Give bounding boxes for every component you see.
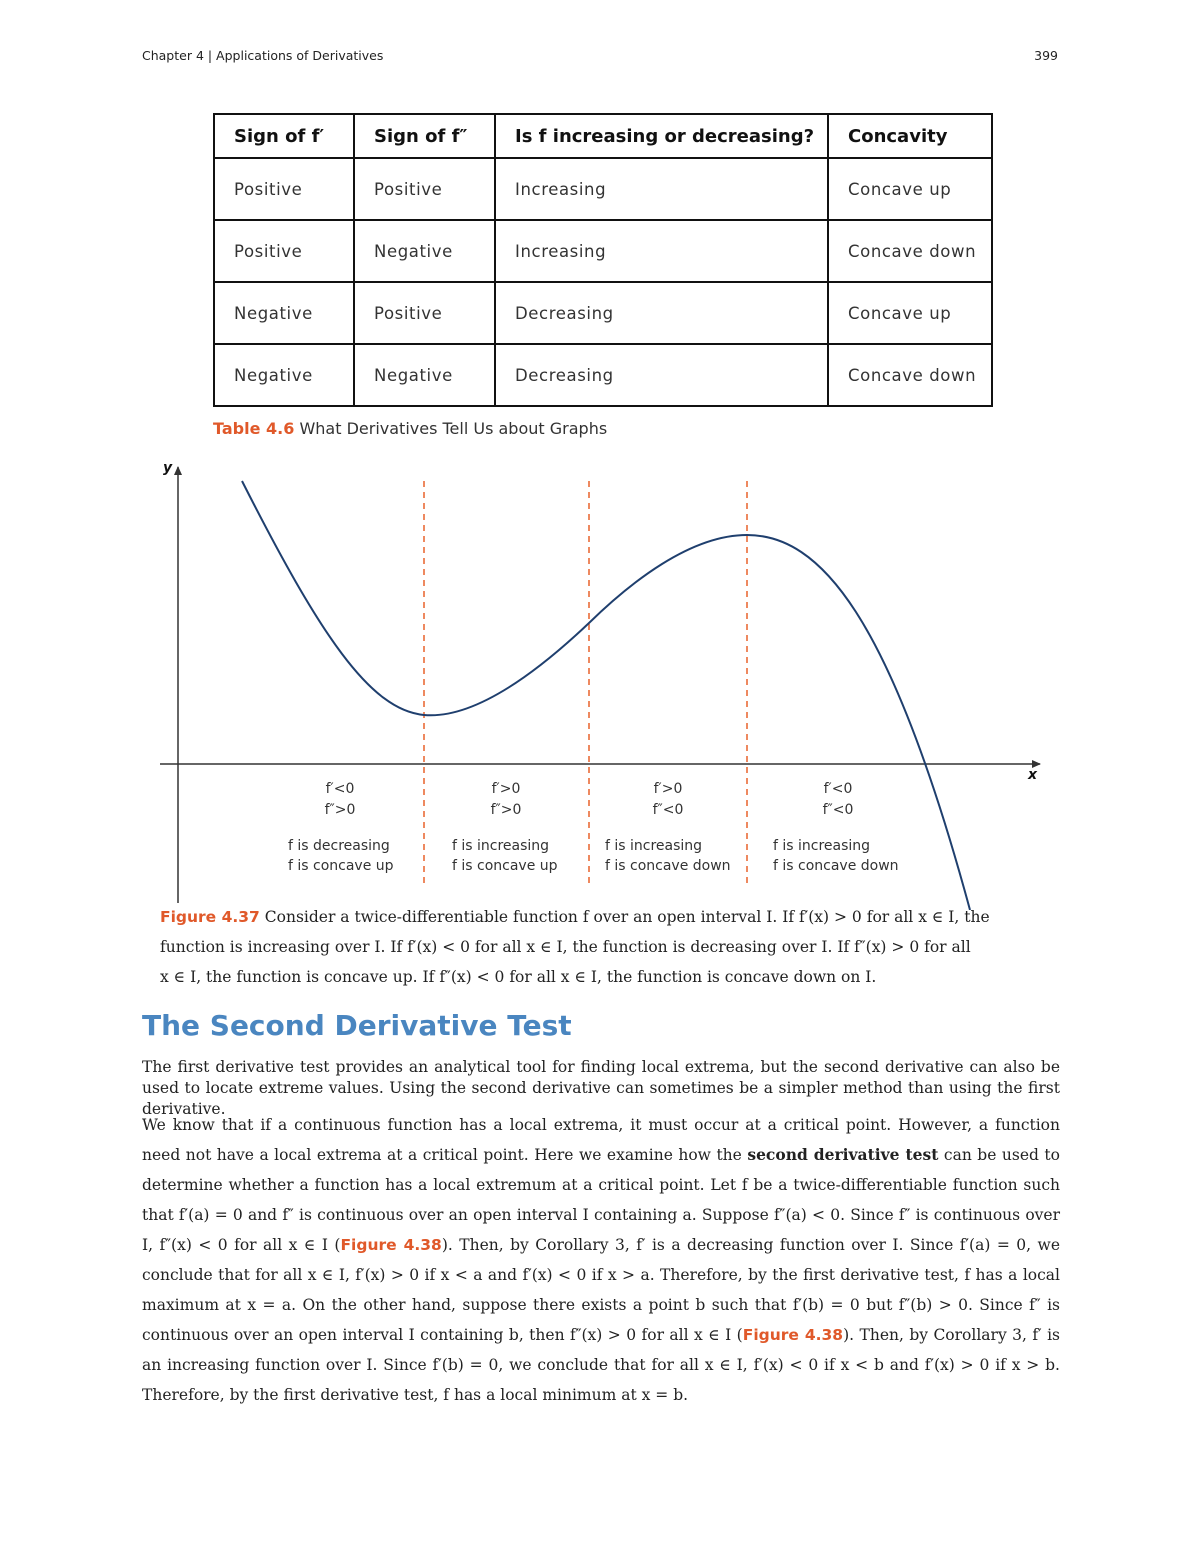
paragraph (142, 1110, 1060, 1410)
figure-caption-line: Consider a twice-differentiable function f over an open interval I. If f′(x) > 0 for all x ∈ I, the (264, 908, 990, 926)
paragraph-text: We know that if a continuous function has a local extrema, it must occur at a critical point. However, a function need not have a local extrema at a critical point. Here we examine how the (142, 1116, 1060, 1164)
section-title: The Second Derivative Test (142, 1009, 572, 1042)
region-fp-label: f′>0 (653, 781, 683, 797)
figure-caption-line: function is increasing over I. If f′(x) < 0 for all x ∈ I, the function is decreasing over I. If f″(x) > 0 for all (160, 938, 971, 956)
table-cell: Concave down (828, 220, 992, 282)
figure-caption-label: Figure 4.37 (160, 908, 260, 926)
table-cell: Negative (214, 344, 354, 406)
table-row (214, 220, 992, 282)
table-cell: Positive (214, 158, 354, 220)
region-fp-label: f′<0 (325, 781, 355, 797)
table-row (214, 344, 992, 406)
table-cell: Concave down (828, 344, 992, 406)
table-cell: Concave up (828, 282, 992, 344)
y-axis-label: y (163, 460, 173, 476)
table-cell: Positive (354, 282, 495, 344)
paragraph-text: ). Then, by Corollary 3, f′ is an increasing function over I. Since f′(b) = 0, we conclude that for all x ∈ I, f′(x) < 0 if x < b and f′(x) > 0 if x > b. Therefore, by the first derivative test, f has a local minimum at x = b. (142, 1326, 1060, 1404)
region-desc-line: f is decreasing (288, 838, 390, 854)
table-cell: Positive (354, 158, 495, 220)
table-cell: Decreasing (495, 344, 828, 406)
paragraph-text: ). Then, by Corollary 3, f′ is a decreasing function over I. Since f′(a) = 0, we conclude that for all x ∈ I, f′(x) > 0 if x < a and f′(x) < 0 if x > a. Therefore, by the first derivative test, f has a local maximum at x = a. On the other hand, suppose there exists a point b such that f′(b) = 0 but f″(b) > 0. Since f″ is continuous over an open interval I containing b, then f″(x) > 0 for all x ∈ I ( (142, 1236, 1060, 1344)
derivatives-table (213, 113, 993, 407)
region-desc-line: f is concave up (452, 858, 558, 874)
region-fp-label: f′<0 (823, 781, 853, 797)
table-caption (213, 419, 607, 438)
table-cell: Negative (214, 282, 354, 344)
region-desc-line: f is increasing (605, 838, 703, 854)
region-fpp-label: f″<0 (822, 802, 854, 818)
table-header-cell: Sign of f′ (214, 114, 354, 158)
table-header-row (214, 114, 992, 158)
table-cell: Positive (214, 220, 354, 282)
region-fpp-label: f″>0 (490, 802, 522, 818)
table-cell: Negative (354, 220, 495, 282)
region-desc-line: f is increasing (452, 838, 550, 854)
table-row (214, 282, 992, 344)
table-row (214, 158, 992, 220)
table-header-cell: Is f increasing or decreasing? (495, 114, 828, 158)
table-cell: Concave up (828, 158, 992, 220)
region-fpp-label: f″>0 (324, 802, 356, 818)
figure-caption (160, 902, 1020, 992)
paragraph-text: can be used to determine whether a function has a local extremum at a critical point. Let f be a twice-differentiable function such that f′(a) = 0 and f″ is continuous over an open interval I containing a. Suppose f″(a) < 0. Since f″ is continuous over I, f″(x) < 0 for all x ∈ I ( (142, 1146, 1060, 1254)
table-caption-label: Table 4.6 (213, 419, 295, 438)
derivative-graph (150, 455, 1050, 910)
table-caption-text: What Derivatives Tell Us about Graphs (299, 419, 608, 438)
x-axis-label: x (1028, 767, 1038, 783)
region-fpp-label: f″<0 (652, 802, 684, 818)
table-header-cell: Sign of f″ (354, 114, 495, 158)
region-desc-line: f is concave down (605, 858, 731, 874)
paragraph: The first derivative test provides an analytical tool for finding local extrema, but the second derivative can also be used to locate extreme values. Using the second derivative can sometimes be a simpler method than using the first derivative. (142, 1058, 1060, 1118)
table-cell: Increasing (495, 158, 828, 220)
table-header-cell: Concavity (828, 114, 992, 158)
region-fp-label: f′>0 (491, 781, 521, 797)
region-desc-line: f is concave down (773, 858, 899, 874)
bold-term: second derivative test (747, 1145, 939, 1164)
chapter-header: Chapter 4 | Applications of Derivatives (142, 48, 384, 63)
table-cell: Decreasing (495, 282, 828, 344)
region-desc-line: f is concave up (288, 858, 394, 874)
region-desc-line: f is increasing (773, 838, 871, 854)
figure-link[interactable]: Figure 4.38 (340, 1236, 442, 1254)
page-number: 399 (1034, 48, 1058, 63)
table-cell: Negative (354, 344, 495, 406)
table-cell: Increasing (495, 220, 828, 282)
figure-caption-line: x ∈ I, the function is concave up. If f″(x) < 0 for all x ∈ I, the function is concave down on I. (160, 968, 877, 986)
figure-link[interactable]: Figure 4.38 (742, 1326, 844, 1344)
